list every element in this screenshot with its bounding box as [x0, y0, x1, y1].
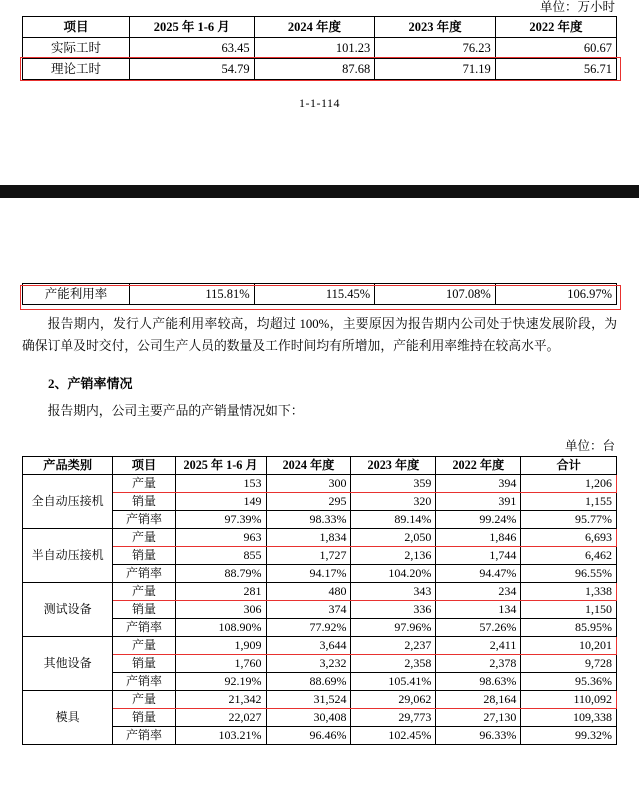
cell-2-0-2: 343: [351, 583, 436, 601]
cell-2-1-1: 374: [266, 601, 351, 619]
cell-3-2-4: 95.36%: [521, 673, 617, 691]
cell-utilization-2025h1: 115.81%: [129, 284, 254, 305]
cell-0-1-2: 320: [351, 493, 436, 511]
cell-4-1-4: 109,338: [521, 709, 617, 727]
cell-theoretical-2024: 87.68: [254, 59, 375, 80]
cell-3-2-1: 88.69%: [266, 673, 351, 691]
cell-4-1-3: 27,130: [436, 709, 521, 727]
item-label-2-2: 产销率: [113, 619, 175, 637]
col-header-2022: 2022 年度: [495, 17, 616, 38]
cell-utilization-2022: 106.97%: [495, 284, 616, 305]
cell-3-0-4: 10,201: [521, 637, 617, 655]
cell-3-1-1: 3,232: [266, 655, 351, 673]
cell-2-2-2: 97.96%: [351, 619, 436, 637]
item-label-4-0: 产量: [113, 691, 175, 709]
cell-1-1-4: 6,462: [521, 547, 617, 565]
cell-0-1-0: 149: [175, 493, 266, 511]
page-number: 1-1-114: [298, 96, 341, 110]
capacity-utilization-table: [22, 283, 617, 305]
table-row: [23, 284, 617, 305]
cell-4-2-2: 102.45%: [351, 727, 436, 745]
cell-2-1-3: 134: [436, 601, 521, 619]
col-header-item: 项目: [113, 457, 175, 475]
col-header-2025h1: 2025 年 1-6 月: [175, 457, 266, 475]
cell-1-1-2: 2,136: [351, 547, 436, 565]
bottom-unit-label: 单位：台: [564, 439, 615, 453]
capacity-paragraph: 报告期内，发行人产能利用率较高，均超过 100%，主要原因为报告期内公司处于快速发展阶段，为确保订单及时交付，公司生产人员的数量及工作时间均有所增加，产能利用率维持在较高水平。: [22, 317, 617, 353]
item-label-2-1: 销量: [113, 601, 175, 619]
row-label-capacity-utilization: 产能利用率: [23, 284, 130, 305]
category-cell-4: 模具: [23, 691, 113, 745]
cell-4-2-0: 103.21%: [175, 727, 266, 745]
col-header-item: 项目: [23, 17, 130, 38]
category-cell-3: 其他设备: [23, 637, 113, 691]
cell-3-2-2: 105.41%: [351, 673, 436, 691]
cell-2-1-0: 306: [175, 601, 266, 619]
category-cell-2: 测试设备: [23, 583, 113, 637]
cell-4-1-2: 29,773: [351, 709, 436, 727]
section-heading-production-sales-rate: 2、产销率情况: [48, 376, 133, 391]
cell-actual-2023: 76.23: [375, 38, 496, 59]
cell-2-2-0: 108.90%: [175, 619, 266, 637]
cell-0-0-1: 300: [266, 475, 351, 493]
cell-1-2-0: 88.79%: [175, 565, 266, 583]
cell-0-1-1: 295: [266, 493, 351, 511]
cell-actual-2022: 60.67: [495, 38, 616, 59]
cell-1-1-3: 1,744: [436, 547, 521, 565]
table-row: [23, 59, 617, 80]
cell-1-2-4: 96.55%: [521, 565, 617, 583]
bottom-section: [0, 283, 639, 745]
item-label-0-2: 产销率: [113, 511, 175, 529]
table-row: [23, 475, 617, 493]
table-row: [23, 691, 617, 709]
cell-2-0-1: 480: [266, 583, 351, 601]
col-header-2023: 2023 年度: [375, 17, 496, 38]
cell-2-2-4: 85.95%: [521, 619, 617, 637]
cell-0-2-0: 97.39%: [175, 511, 266, 529]
cell-4-2-4: 99.32%: [521, 727, 617, 745]
col-header-2025h1: 2025 年 1-6 月: [129, 17, 254, 38]
cell-4-0-1: 31,524: [266, 691, 351, 709]
item-label-2-0: 产量: [113, 583, 175, 601]
cell-0-2-3: 99.24%: [436, 511, 521, 529]
cell-utilization-2023: 107.08%: [375, 284, 496, 305]
cell-2-1-4: 1,150: [521, 601, 617, 619]
working-hours-table: [22, 16, 617, 80]
cell-4-2-3: 96.33%: [436, 727, 521, 745]
category-cell-0: 全自动压接机: [23, 475, 113, 529]
cell-1-0-0: 963: [175, 529, 266, 547]
table-header-row: [23, 457, 617, 475]
table-row: [23, 637, 617, 655]
cell-0-0-2: 359: [351, 475, 436, 493]
item-label-4-1: 销量: [113, 709, 175, 727]
cell-3-0-1: 3,644: [266, 637, 351, 655]
cell-1-0-4: 6,693: [521, 529, 617, 547]
cell-0-0-4: 1,206: [521, 475, 617, 493]
item-label-0-0: 产量: [113, 475, 175, 493]
production-sales-intro: 报告期内，公司主要产品的产销量情况如下：: [47, 404, 304, 418]
col-header-2024: 2024 年度: [254, 17, 375, 38]
cell-0-2-1: 98.33%: [266, 511, 351, 529]
table-row: [23, 583, 617, 601]
production-sales-table: [22, 456, 617, 745]
item-label-0-1: 销量: [113, 493, 175, 511]
cell-2-2-1: 77.92%: [266, 619, 351, 637]
cell-2-2-3: 57.26%: [436, 619, 521, 637]
cell-4-0-0: 21,342: [175, 691, 266, 709]
col-header-2022: 2022 年度: [436, 457, 521, 475]
category-cell-1: 半自动压接机: [23, 529, 113, 583]
cell-4-2-1: 96.46%: [266, 727, 351, 745]
cell-4-1-0: 22,027: [175, 709, 266, 727]
cell-1-0-1: 1,834: [266, 529, 351, 547]
cell-1-1-1: 1,727: [266, 547, 351, 565]
cell-3-0-2: 2,237: [351, 637, 436, 655]
cell-1-1-0: 855: [175, 547, 266, 565]
col-header-2024: 2024 年度: [266, 457, 351, 475]
table-row: [23, 529, 617, 547]
cell-4-0-4: 110,092: [521, 691, 617, 709]
cell-actual-2024: 101.23: [254, 38, 375, 59]
item-label-3-1: 销量: [113, 655, 175, 673]
page-divider: [0, 185, 639, 198]
top-section: [0, 0, 639, 111]
cell-0-2-4: 95.77%: [521, 511, 617, 529]
item-label-1-1: 销量: [113, 547, 175, 565]
cell-3-2-3: 98.63%: [436, 673, 521, 691]
cell-0-0-0: 153: [175, 475, 266, 493]
cell-0-0-3: 394: [436, 475, 521, 493]
item-label-3-0: 产量: [113, 637, 175, 655]
cell-0-2-2: 89.14%: [351, 511, 436, 529]
cell-1-0-2: 2,050: [351, 529, 436, 547]
row-label-actual-hours: 实际工时: [23, 38, 130, 59]
cell-theoretical-2022: 56.71: [495, 59, 616, 80]
table-row: [23, 38, 617, 59]
cell-2-0-0: 281: [175, 583, 266, 601]
cell-1-0-3: 1,846: [436, 529, 521, 547]
item-label-3-2: 产销率: [113, 673, 175, 691]
cell-3-1-2: 2,358: [351, 655, 436, 673]
cell-theoretical-2025h1: 54.79: [129, 59, 254, 80]
cell-3-1-4: 9,728: [521, 655, 617, 673]
cell-utilization-2024: 115.45%: [254, 284, 375, 305]
row-label-theoretical-hours: 理论工时: [23, 59, 130, 80]
col-header-2023: 2023 年度: [351, 457, 436, 475]
cell-4-0-2: 29,062: [351, 691, 436, 709]
cell-4-0-3: 28,164: [436, 691, 521, 709]
col-header-product-category: 产品类别: [23, 457, 113, 475]
item-label-4-2: 产销率: [113, 727, 175, 745]
item-label-1-0: 产量: [113, 529, 175, 547]
cell-3-0-0: 1,909: [175, 637, 266, 655]
cell-2-0-3: 234: [436, 583, 521, 601]
cell-3-1-3: 2,378: [436, 655, 521, 673]
cell-0-1-3: 391: [436, 493, 521, 511]
col-header-total: 合计: [521, 457, 617, 475]
cell-1-2-1: 94.17%: [266, 565, 351, 583]
cell-2-0-4: 1,338: [521, 583, 617, 601]
cell-2-1-2: 336: [351, 601, 436, 619]
cell-1-2-3: 94.47%: [436, 565, 521, 583]
table-header-row: [23, 17, 617, 38]
cell-4-1-1: 30,408: [266, 709, 351, 727]
cell-0-1-4: 1,155: [521, 493, 617, 511]
item-label-1-2: 产销率: [113, 565, 175, 583]
cell-3-2-0: 92.19%: [175, 673, 266, 691]
cell-actual-2025h1: 63.45: [129, 38, 254, 59]
top-unit-label: 单位：万小时: [539, 0, 615, 14]
cell-1-2-2: 104.20%: [351, 565, 436, 583]
cell-3-0-3: 2,411: [436, 637, 521, 655]
cell-theoretical-2023: 71.19: [375, 59, 496, 80]
cell-3-1-0: 1,760: [175, 655, 266, 673]
